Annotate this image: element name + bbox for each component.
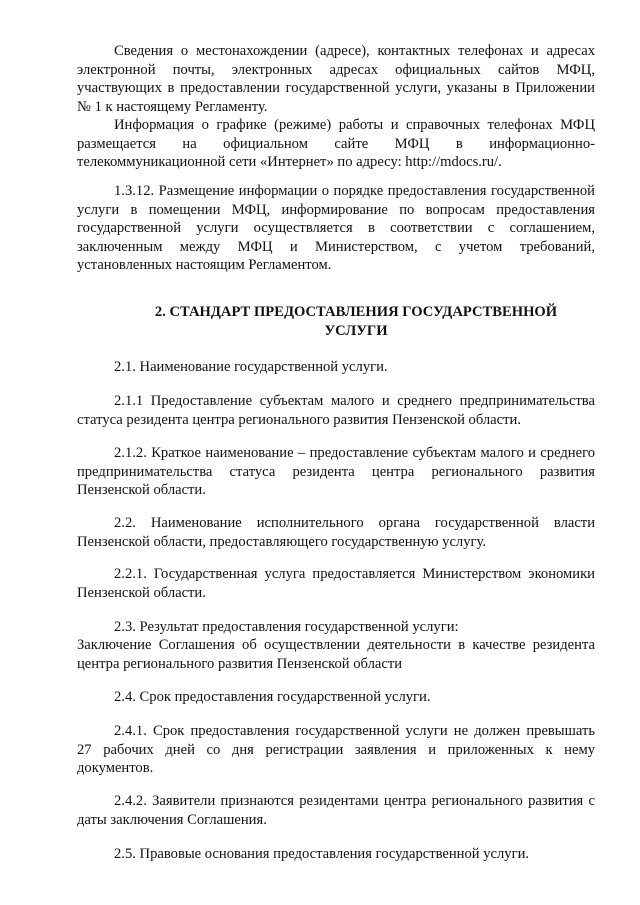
paragraph-mfc-addresses: Сведения о местонахождении (адресе), контактных телефонах и адресах электронной почты, электронных адресах официальных сайтов МФЦ, участвующих в предоставлении государственной услуги, указаны в Приложении № 1 к настоящему Регламенту. bbox=[77, 43, 595, 115]
paragraph-2-1: 2.1. Наименование государственной услуги. bbox=[114, 359, 388, 375]
paragraph-mfc-schedule: Информация о графике (режиме) работы и справочных телефонах МФЦ размещается на официальном сайте МФЦ в информационно-телекоммуникационной сети «Интернет» по адресу: http://mdocs.ru/. bbox=[77, 117, 595, 171]
paragraph-2-1-1: 2.1.1 Предоставление субъектам малого и среднего предпринимательства статуса резидента центра регионального развития Пензенской области. bbox=[77, 393, 595, 428]
paragraph-2-2-1: 2.2.1. Государственная услуга предоставляется Министерством экономики Пензенской области. bbox=[77, 566, 595, 601]
section-heading-line1: 2. СТАНДАРТ ПРЕДОСТАВЛЕНИЯ ГОСУДАРСТВЕННОЙ bbox=[154, 304, 558, 320]
paragraph-2-4-2: 2.4.2. Заявители признаются резидентами центра регионального развития с даты заключения Соглашения. bbox=[77, 793, 595, 828]
paragraph-2-2: 2.2. Наименование исполнительного органа государственной власти Пензенской области, предоставляющего государственную услугу. bbox=[77, 515, 595, 550]
paragraph-result: Заключение Соглашения об осуществлении деятельности в качестве резидента центра регионального развития Пензенской области bbox=[77, 637, 595, 672]
paragraph-1-3-12: 1.3.12. Размещение информации о порядке предоставления государственной услуги в помещении МФЦ, информирование по вопросам предоставления государственной услуги осуществляется в соответствии с соглашением, заключенным между МФЦ и Министерством, с учетом требований, установленных настоящим Регламентом. bbox=[77, 183, 595, 274]
section-heading-line2: УСЛУГИ bbox=[324, 323, 388, 339]
paragraph-2-1-2: 2.1.2. Краткое наименование – предоставление субъектам малого и среднего предпринимательства статуса резидента центра регионального развития Пензенской области. bbox=[77, 445, 595, 499]
paragraph-2-4-1: 2.4.1. Срок предоставления государственной услуги не должен превышать 27 рабочих дней со дня регистрации заявления и приложенных к нему документов. bbox=[77, 723, 595, 777]
paragraph-2-4: 2.4. Срок предоставления государственной услуги. bbox=[114, 689, 431, 705]
paragraph-2-3: 2.3. Результат предоставления государственной услуги: bbox=[114, 619, 459, 635]
paragraph-2-5: 2.5. Правовые основания предоставления государственной услуги. bbox=[114, 846, 530, 862]
section-heading bbox=[77, 303, 595, 341]
